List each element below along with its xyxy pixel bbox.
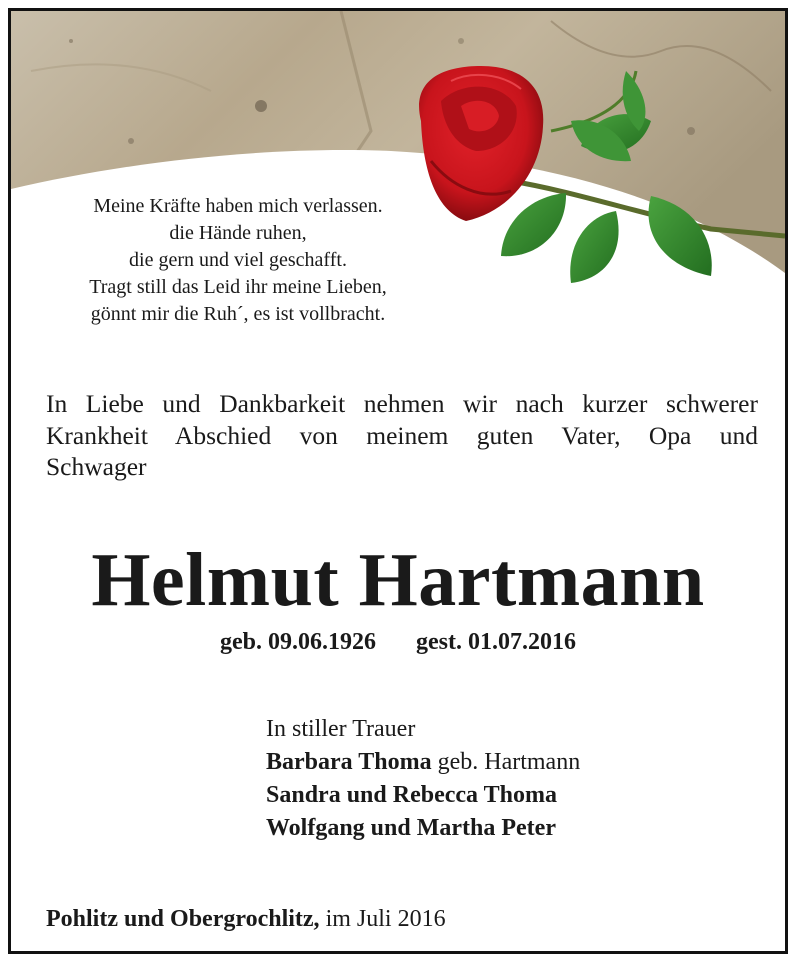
mourner-name: Sandra und Rebecca Thoma (266, 782, 557, 808)
mourner-name: Wolfgang und Martha Peter (266, 815, 556, 841)
poem-line: die Hände ruhen, (169, 222, 307, 244)
mourner-name: Barbara Thoma (266, 749, 432, 775)
intro-line: Schwager (46, 452, 147, 481)
place-date-line (46, 906, 446, 933)
mourning-heading: In stiller Trauer (266, 716, 416, 742)
place-name: Pohlitz und Obergrochlitz, (46, 906, 320, 932)
death-date: gest. 01.07.2016 (416, 629, 576, 655)
intro-text (46, 388, 758, 483)
mourner-entry (266, 779, 580, 812)
obituary-notice (8, 8, 788, 954)
intro-line: In Liebe und Dankbarkeit nehmen wir nach kurzer schwerer (46, 389, 758, 418)
life-dates (11, 629, 785, 656)
poem-line: die gern und viel geschafft. (129, 249, 347, 271)
birth-date: geb. 09.06.1926 (220, 629, 376, 655)
deceased-name: Helmut Hartmann (91, 538, 705, 622)
mourners-block (266, 713, 580, 845)
mourner-entry (266, 746, 580, 779)
notice-date: im Juli 2016 (319, 906, 446, 932)
mourner-suffix: geb. Hartmann (431, 749, 581, 775)
mourner-entry (266, 812, 580, 845)
memorial-poem (33, 193, 443, 328)
poem-line: Meine Kräfte haben mich verlassen. (93, 195, 383, 217)
poem-line: gönnt mir die Ruh´, es ist vollbracht. (90, 303, 386, 325)
intro-line: Krankheit Abschied von meinem guten Vater, Opa und (46, 420, 758, 450)
poem-line: Tragt still das Leid ihr meine Lieben, (89, 276, 387, 298)
